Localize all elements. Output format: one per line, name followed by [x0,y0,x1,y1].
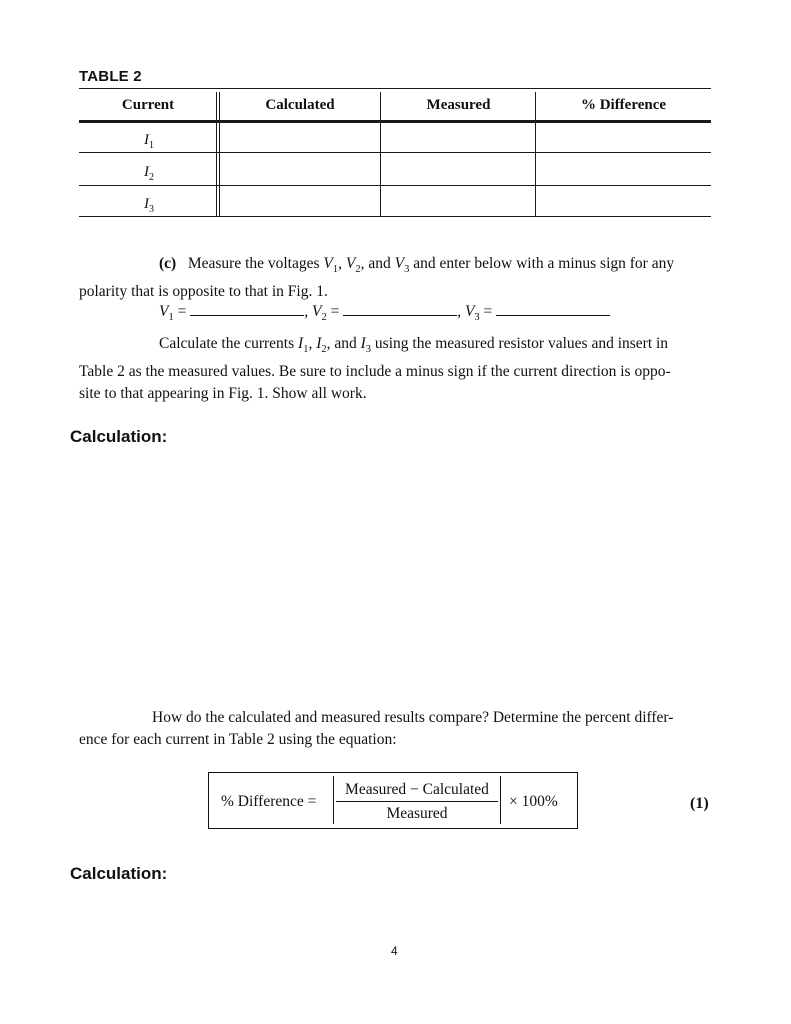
abs-bar-right [500,776,501,824]
part-c-paragraph: (c) Measure the voltages $V_1$, $V_2$, and $V_3$ and enter below with a minus sign for any polarity that is opposite to that in Fig. 1. [79,253,719,303]
row-label-i2: $I_2$ [144,164,154,183]
row-label-i3: $I_3$ [144,196,154,215]
page-number: 4 [391,944,398,958]
v1-blank [190,301,304,316]
v2-blank [343,301,457,316]
part-c-line1: Measure the voltages [187,255,320,272]
table-row-rule [79,152,711,153]
fraction-bar [336,801,498,802]
table-bottom-rule [79,216,711,217]
equation-times: × 100% [509,793,558,810]
table-header-rule [79,120,711,123]
equation-numerator: Measured − Calculated [345,781,489,798]
table-row-rule [79,185,711,186]
part-c-line2: polarity that is opposite to that in Fig. 1. [79,283,328,301]
header-percent-difference: % Difference [580,97,667,113]
header-calculated: Calculated [265,97,335,113]
compare-paragraph: How do the calculated and measured results compare? Determine the percent differ- ence for each current in Table 2 using the equation: [79,709,674,748]
voltage-blanks: $V_1$ = , $V_2$ = , $V_3$ = [159,301,610,329]
calculation-label-1: Calculation: [70,427,168,446]
header-current: Current [121,97,175,113]
v3-blank [496,301,610,316]
row-label-i1: $I_1$ [144,132,154,151]
part-c-line1-end: and enter below with a minus sign for any [413,255,675,272]
abs-bar-left [333,776,334,824]
equation-box [208,772,578,829]
table-title: TABLE 2 [79,68,142,85]
calculate-currents-paragraph: Calculate the currents $I_1$, $I_2$, and $I_3$ using the measured resistor values and insert in Table 2 as the measured values. Be sure to include a minus sign if the current direction is oppo- site to that appearing in Fig. 1. Show all work. [79,335,671,403]
equation-lhs: % Difference = [221,793,317,810]
equation-denominator: Measured [386,805,448,822]
header-measured: Measured [426,97,491,113]
equation-number: (1) [690,795,709,812]
part-c-letter: (c) [159,255,177,272]
calculation-label-2: Calculation: [70,864,168,883]
table-top-rule [79,88,711,89]
